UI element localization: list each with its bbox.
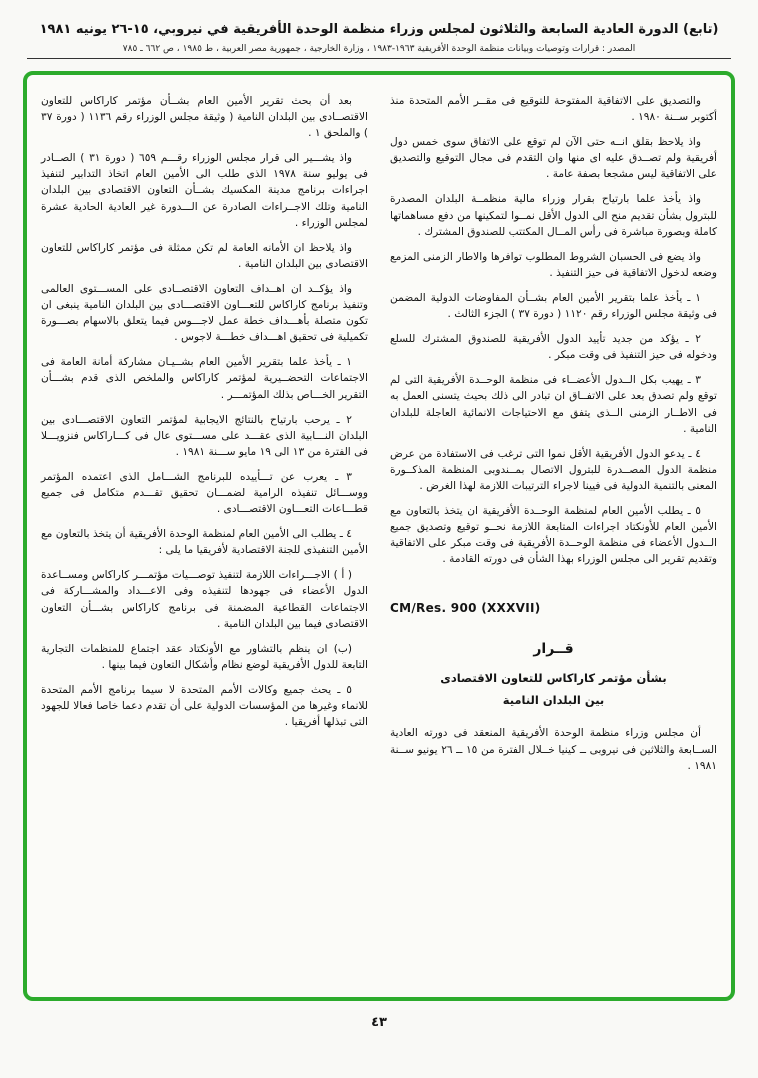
sub-clause-a: ( أ ) الاجـــراءات اللازمة لتنفيذ توصـــيات مؤتمـــر كاراكاس ومســاعدة الدول الأعضاء فى جهودها لتنفيذه وفى الاعـــداد والمشـــاركة فى الاجتماعات القطاعية المضمنة فى برنامج كاراكاس بشـــأن التعاون الاقتصادى فيما بين البلدان النامية . [41, 569, 368, 630]
paragraph: بعد أن بحث تقرير الأمين العام بشــأن مؤتمر كاراكاس للتعاون الاقتصــادى بين البلدان النامية ( وثيقة مجلس الوزراء رقم ١١٣٦ ( دورة ٣٧ ) والملحق ١ . [41, 95, 368, 140]
paragraph: واذ يلاحظ ان الأمانه العامة لم تكن ممثلة فى مؤتمر كاراكاس للتعاون الاقتصادى بين البلدان النامية . [41, 241, 368, 270]
paragraph: واذ يأخذ علما بارتياح بقرار وزراء مالية منظمــة البلدان المصدرة للبترول بشأن تقديم منح الى الدول الأقل نمــوا لتمكينها من دفع مساهماتها كاملة وبصورة مباشرة فى رأس المــال المكتتب للصندوق المشترك . [390, 193, 717, 238]
content-frame [23, 71, 735, 1001]
two-column-layout [41, 93, 717, 987]
right-column [390, 93, 717, 987]
header-divider [27, 58, 731, 59]
numbered-clause: ١ ـ يأخذ علما بتقرير الأمين العام بشــأن المفاوضات الدولية المضمن فى وثيقة مجلس الوزراء رقم ١١٢٠ ( دورة ٣٧ ) الجزء الثالث . [390, 291, 717, 321]
resolution-title: قــرار [533, 641, 574, 658]
numbered-clause: ٣ ـ يعرب عن تـــأييده للبرنامج الشـــامل الذى اعتمده المؤتمر ووســـائل تنفيذه الرامية لضمـــان تحقيق تقـــدم متكامل فى جميع قطـــاعات التعـــاون الاقتصـــادى . [41, 470, 368, 516]
header [0, 22, 758, 59]
numbered-clause: ٤ ـ يدعو الدول الأفريقية الأقل نموا التى ترغب فى الاستفادة من عرض منظمة الدول المصــدرة للبترول الاتصال بمــندوبى المنظمة المذكــورة المعنى بالتنمية الدولية فى فيينا لاجراء الترتيبات اللازمة لهذا الغرض . [390, 447, 717, 492]
paragraph: واذ يشـــير الى قرار مجلس الوزراء رقـــم ٦٥٩ ( دورة ٣١ ) الصــادر فى يوليو سنة ١٩٧٨ الذى طلب الى الأمين العام اتخاذ التدابير لتنفيذ اجراءات برنامج مدينة المكسيك بشــأن التعاون الاقتصادى بين البلدان النامية وتلك الاجــراءات الصادرة عن الـــدورة غير العادية الحادية عشرة لمجلس الوزراء . [41, 152, 368, 229]
header-title: (تابع) الدورة العادية السابعة والثلاثون لمجلس وزراء منظمة الوحدة الأفريقية في نيروبي، ١٥-٢٦ يونيه ١٩٨١ [39, 22, 719, 37]
left-column [41, 93, 368, 987]
paragraph: واذ يؤكــد ان اهــداف التعاون الاقتصــادى على المســـتوى العالمى وتنفيذ برنامج كاراكاس للتعـــاون الاقتصـــادى بين البلدان النامية ينبغى ان تكون متصلة بأهـــداف خطة عمل لاجـــوس فيما يتعلق بالاسهام بصـــورة تكميلية فى تحقيق اهـــداف خطـــة لاجوس . [41, 282, 368, 344]
resolution-reference: CM/Res. 900 (XXXVII) [390, 601, 541, 616]
sub-clause-b: (ب) ان ينظم بالتشاور مع الأونكتاد عقد اجتماع للمنظمات التجارية التابعة للدول الأفريقية لوضع نظام وأشكال التعاون فيما بينها . [41, 642, 368, 671]
numbered-clause: ٣ ـ يهيب بكل الــدول الأعضــاء فى منظمة الوحــدة الأفريقية التى لم توقع ولم تصدق بعد على الاتفــاق ان تبادر الى ذلك بحيث يتسنى العمل به فى الاطــار الزمنى الــذى يتفق مع الاحتياجات الانمائية العاجلة للبلدان النامية . [390, 374, 717, 435]
resolution-subtitle: بين البلدان النامية [502, 693, 605, 708]
paragraph: واذ يلاحظ بقلق انــه حتى الآن لم توقع على الاتفاق سوى خمس دول أفريقية ولم تصــدق عليه اى منها وان التقدم فى مجال التوقيع والتصديق على الاتفاقية ليس مشجعا بصفة عامة . [390, 136, 717, 181]
header-source: المصدر : قرارات وتوصيات وبيانات منظمة الوحدة الأفريقية ١٩٦٣-١٩٨٣ ، وزارة الخارجية ، جمهورية مصر العربية ، ط ١٩٨٥ ، ص ٦٦٢ ـ ٧٨٥ [122, 44, 636, 54]
numbered-clause: ٢ ـ يؤكد من جديد تأييد الدول الأفريقية للصندوق المشترك للسلع ودخوله فى حيز التنفيذ فى وقت مبكر . [390, 333, 717, 362]
numbered-clause: ٥ ـ يحث جميع وكالات الأمم المتحدة لا سيما برنامج الأمم المتحدة للانماء وغيرها من المؤسسات الدولية على أن تقدم دعما خاصا فعالا للجهود التى تبذلها أفريقيا . [41, 683, 368, 729]
numbered-clause: ٤ ـ يطلب الى الأمين العام لمنظمة الوحدة الأفريقية أن يتخذ بالتعاون مع الأمين التنفيذى للجنة الاقتصادية لأفريقيا ما يلى : [41, 528, 368, 557]
paragraph: والتصديق على الاتفاقية المفتوحة للتوقيع فى مقــر الأمم المتحدة منذ أكتوبر ســنة ١٩٨٠ . [390, 95, 717, 124]
numbered-clause: ٢ ـ يرحب بارتياح بالنتائج الايجابية لمؤتمر التعاون الاقتصـــادى بين البلدان النـــابية الذى عقـــد على مســـتوى عال فى كـــاراكاس فنزويـــلا فى الفترة من ١٣ الى ١٩ مايو ســـنة ١٩٨١ . [41, 413, 368, 458]
resolution-opening: أن مجلس وزراء منظمة الوحدة الأفريقية المنعقد فى دورته العادية الســابعة والثلاثين فى نيروبى ــ كينيا خــلال الفترة من ١٥ ــ ٢٦ يونيو ســنة ١٩٨١ . [390, 727, 717, 773]
resolution-subtitle: بشأن مؤتمر كاراكاس للتعاون الاقتصادى [440, 671, 667, 686]
numbered-clause: ٥ ـ يطلب الأمين العام لمنظمة الوحــدة الأفريقية ان يتخذ بالتعاون مع الأمين العام للأونكتاد اجراءات المتابعة اللازمة نحــو توقيع وتصديق جميع الــدول الأعضاء فى منظمة الوحــدة الأفريقية فى وقت مبكر على الاتفاقية وتقديم تقرير الى مجلس الوزراء بهذا الشأن فى دورته القادمة . [390, 504, 717, 566]
numbered-clause: ١ ـ يأخذ علما بتقرير الأمين العام بشــيـان مشاركة أمانة العامة فى الاجتماعات التحضــيرية لمؤتمر كاراكاس والملخص الذى قدم بشـــأن التقرير الخـــاص بذلك المؤتمـــر . [41, 356, 368, 401]
page-number: ٤٣ [371, 1015, 387, 1030]
paragraph: واذ يضع فى الحسبان الشروط المطلوب توافرها والاطار الزمنى المزمع وضعه لدخول الاتفاقية فى حيز التنفيذ . [390, 250, 717, 279]
